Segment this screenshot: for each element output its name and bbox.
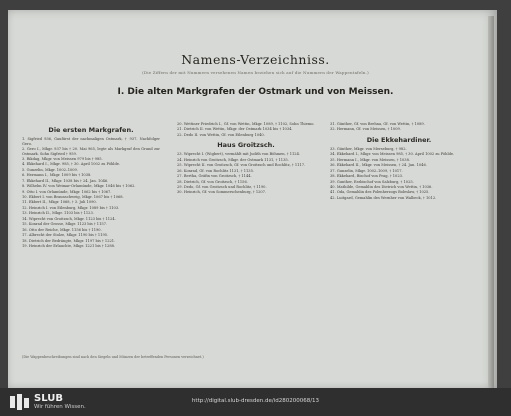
register-entry: 17. Albrecht der Stolze, Mkgr. 1190 bis † 1195. xyxy=(22,233,109,238)
register-entry: 1. Sigfried 936, Gaufürst der nachmaligen Ostmark, † 937. Nachfolger Gero. xyxy=(22,137,160,146)
register-entry: 18. Dietrich der Bedrängte, Mkgr. 1197 bis † 1221. xyxy=(22,238,116,243)
register-entry: 27. Bertha, Gräfin von Groitzsch, † 1144. xyxy=(177,174,252,179)
register-entry: 38. Ekkehard, Bischof von Prag, † 1023. xyxy=(330,174,404,179)
register-entry: 41. Oda, Gemahlin des Polenherzogs Boleslaw, † 1025. xyxy=(330,190,430,195)
column-1 xyxy=(22,122,160,249)
register-entry: 12. Heinrich I. von Eilenburg, Mkgr. 1089 bis † 1103. xyxy=(22,205,120,210)
subsection-heading: Die ersten Markgrafen. xyxy=(48,126,134,134)
register-entry: 6. Hermann I., Mkgr. 1009 bis † 1038. xyxy=(22,173,92,178)
register-entry: 35. Hermann I., Mkgr. von Meissen, † 1038. xyxy=(330,157,411,162)
register-entry: 21. Dietrich II. von Wettin, Mkgr. der Ostmark 1034 bis † 1034. xyxy=(177,127,293,132)
register-entry: 2. Gero I., Mkgr. 937 bis † 20. Mai 965, legte als Markgraf den Grund zur Ostmark. Sohn Sigfried † 959. xyxy=(22,146,160,156)
register-entry: 3. Rikdag, Mkgr. von Meissen 979 bis † 985. xyxy=(22,156,103,161)
register-entry: 25. Wiprecht II. von Groitzsch, Gf. von Groitzsch und Rochlitz, † 1117. xyxy=(177,163,306,168)
register-entry: 37. Gunzelin, Mkgr. 1002–1009, † 1017. xyxy=(330,168,403,173)
register-entry: 24. Heinrich von Groitzsch, Mkgr. der Ostmark 1131, † 1135. xyxy=(177,157,289,162)
logo-tagline: Wir führen Wissen. xyxy=(34,404,86,410)
register-entry: 19. Heinrich der Erlauchte, Mkgr. 1221 bis † 1288. xyxy=(22,243,116,248)
document-subtitle: (Die Ziffern der mit Nummern versehenen Namen beziehen sich auf die Nummern der Wappentafeln.) xyxy=(142,70,369,75)
register-entry: 42. Luitgard, Gemahlin des Wernher von Walbeck, † 1012. xyxy=(330,195,437,200)
register-entry: 14. Wiprecht von Groitzsch, Mkgr. 1123 bis † 1124. xyxy=(22,216,116,221)
register-entry: 30. Heinrich, Gf. von Sommerschenburg, † 1207. xyxy=(177,190,267,195)
register-entry: 9. Otto I. von Orlamünde, Mkgr. 1062 bis † 1067. xyxy=(22,189,112,194)
register-entry: 34. Ekkehard I., Mkgr. von Meissen 985, † 30. April 1002 zu Pöhlde. xyxy=(330,152,455,157)
register-entry: 4. Ekkehard I., Mkgr. 985, † 30. April 1002 zu Pöhlde. xyxy=(22,162,121,167)
register-entry: 39. Gunther, Erzbischof von Salzburg, † 1025. xyxy=(330,179,414,184)
register-entry: 33. Günther, Mkgr. von Merseburg, † 982. xyxy=(330,146,407,151)
column-3 xyxy=(330,122,468,201)
register-entry: 23. Wiprecht I. (Wigbert), vermählt mit Judith von Böhmen, † 1124. xyxy=(177,152,301,157)
register-entry: 15. Konrad der Grosse, Mkgr. 1123 bis † 1157. xyxy=(22,222,108,227)
register-entry: 5. Gunzelin, Mkgr. 1002–1009. xyxy=(22,167,78,172)
register-entry: 22. Dedo II. von Wettin, Gf. von Eilenburg 1040. xyxy=(177,132,265,137)
subsection-heading: Die Ekkehardiner. xyxy=(366,135,432,144)
subsection-heading: Haus Groitzsch. xyxy=(217,141,275,150)
register-entry: 13. Heinrich II., Mkgr. 1103 bis † 1123. xyxy=(22,211,94,216)
column-2 xyxy=(177,122,315,196)
permalink-url[interactable]: http://digital.slub-dresden.de/id280200068/13 xyxy=(191,398,320,404)
logo-name: SLUB xyxy=(34,393,63,404)
register-entry: 7. Ekkehard II., Mkgr. 1038 bis † 24. Jan. 1046. xyxy=(22,178,109,183)
register-entry: 32. Hermann, Gf. von Meissen, † 1009. xyxy=(330,127,401,132)
register-entry: 20. Wettiner Friedrich I., Gf. von Wettin, Mkgr. 1089, † 1102, Sohn Thiemo. xyxy=(177,122,315,126)
register-entry: 40. Mathilde, Gemahlin des Dietrich von Wettin, † 1036. xyxy=(330,185,433,190)
register-entry: 29. Dedo, Gf. von Groitzsch und Rochlitz, † 1190. xyxy=(177,185,267,190)
register-entry: 31. Günther, Gf. von Brehna, Gf. von Wettin, † 1089. xyxy=(330,122,425,126)
register-entry: 11. Ekbert II., Mkgr. 1068, † 3. Juli 1090. xyxy=(22,200,97,205)
section-heading: I. Die alten Markgrafen der Ostmark und von Meissen. xyxy=(117,87,394,97)
footnote: (Die Wappenbeschreibungen sind nach den Siegeln und Münzen der betreffenden Personen verzeichnet.) xyxy=(22,355,204,359)
register-entry: 16. Otto der Reiche, Mkgr. 1156 bis † 1190. xyxy=(22,227,102,232)
register-entry: 26. Konrad, Gf. von Rochlitz 1131, † 1135. xyxy=(177,168,255,173)
register-entry: 36. Ekkehard II., Mkgr. von Meissen, † 24. Jan. 1046. xyxy=(330,163,427,168)
register-entry: 10. Ekbert I. von Braunschweig, Mkgr. 1067 bis † 1068. xyxy=(22,195,124,200)
register-entry: 28. Dietrich, Gf. von Groitzsch, † 1156. xyxy=(177,179,248,184)
document-title: Namens-Verzeichniss. xyxy=(181,52,330,67)
register-entry: 8. Wilhelm IV. von Weimar-Orlamünde, Mkgr. 1046 bis † 1062. xyxy=(22,184,136,189)
